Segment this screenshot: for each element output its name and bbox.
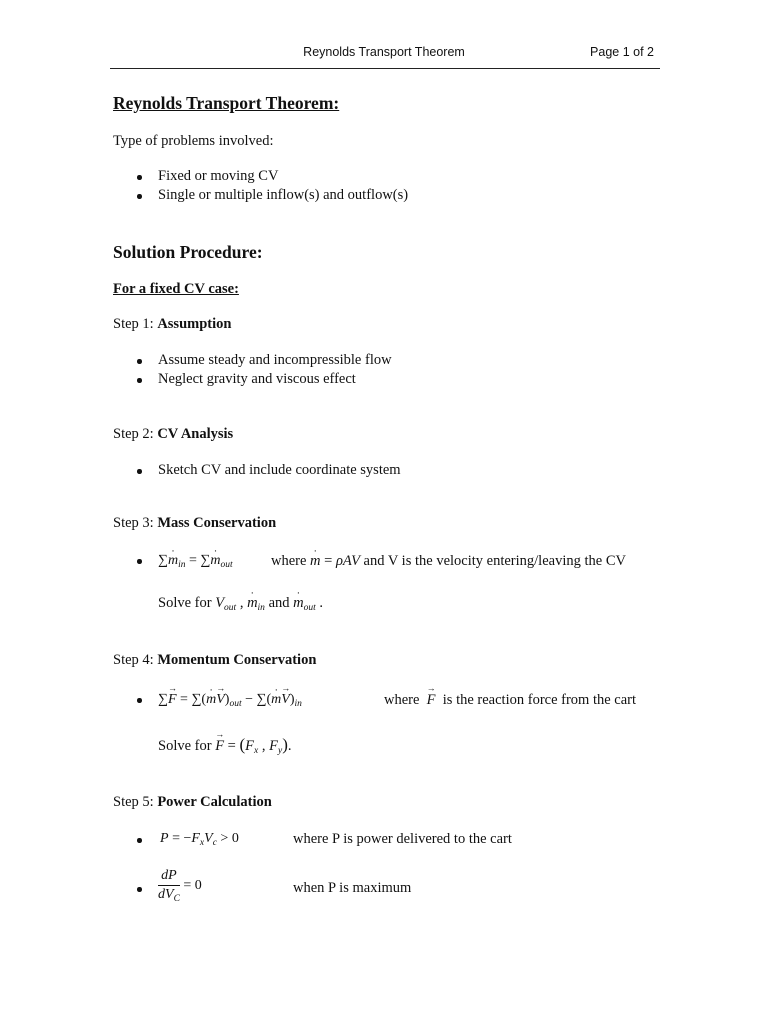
step-4-name: Momentum Conservation <box>157 652 317 668</box>
mass-flow-definition: where ˙ m = ρAV and V is the velocity entering/leaving the CV <box>271 553 626 570</box>
mass-solve-prefix: Solve for <box>158 595 212 611</box>
step-4-heading <box>113 652 316 669</box>
momentum-where-text: is the reaction force from the cart <box>442 692 637 708</box>
page-number: Page 1 of 2 <box>590 45 654 59</box>
step-1-prefix: Step 1: <box>113 316 158 332</box>
step-2-heading <box>113 426 233 443</box>
step-3-name: Mass Conservation <box>157 515 277 531</box>
step-5-prefix: Step 5: <box>113 794 158 810</box>
step-4-prefix: Step 4: <box>113 652 158 668</box>
bullet-icon <box>137 698 142 703</box>
dP-dVc-fraction: $\frac{dP}{dV_C}$ <box>158 868 180 904</box>
max-power-equation: $\frac{dP}{dV_C}$ = 0 <box>158 868 202 904</box>
reaction-force-definition: where → F is the reaction force from the cart <box>384 692 636 709</box>
header-title: Reynolds Transport Theorem <box>303 45 465 59</box>
section-heading-rtt: Reynolds Transport Theorem: <box>113 93 340 113</box>
mass-where-word: where <box>271 553 307 569</box>
step-3-prefix: Step 3: <box>113 515 158 531</box>
mass-conservation-equation: ∑˙ $m_{in}$ = ∑˙ $m_{out}$ <box>158 553 233 570</box>
momentum-solve-prefix: Solve for <box>158 738 212 754</box>
mass-solve-and: and <box>268 595 290 611</box>
step-5-heading <box>113 794 272 811</box>
header-divider <box>110 68 660 69</box>
section-heading-solution: Solution Procedure: <box>113 242 263 262</box>
bullet-icon <box>137 194 142 199</box>
step-5-name: Power Calculation <box>157 794 272 810</box>
subheading-fixed-cv: For a fixed CV case: <box>113 281 239 297</box>
bullet-icon <box>137 175 142 180</box>
bullet-icon <box>137 559 142 564</box>
bullet-icon <box>137 887 142 892</box>
running-header <box>110 45 658 65</box>
step-2-name: CV Analysis <box>157 426 234 442</box>
momentum-conservation-equation: ∑→ F = ∑(˙ $m\to V)_{out}$ − ∑(˙ $m\to V)_{in}$ <box>158 692 302 709</box>
power-where-text: where P is power delivered to the cart <box>293 831 512 847</box>
bullet-icon <box>137 469 142 474</box>
momentum-solve-line: Solve for → $F = (F_x$ , $F_y$). <box>158 735 291 756</box>
step-1-heading <box>113 316 231 333</box>
max-power-where-text: when P is maximum <box>293 880 412 896</box>
problems-intro: Type of problems involved: <box>113 133 274 149</box>
problem-item: Fixed or moving CV <box>158 168 279 184</box>
bullet-icon <box>137 378 142 383</box>
mass-solve-line: Solve for $V_{out}$ , ˙ $m_{in}$ and ˙ $m_{out}$ . <box>158 595 323 613</box>
step-1-item: Neglect gravity and viscous effect <box>158 371 356 387</box>
mass-where-text: and V is the velocity entering/leaving the CV <box>363 553 626 569</box>
mdot-symbol: ˙ m <box>310 553 320 570</box>
step-1-item: Assume steady and incompressible flow <box>158 352 392 368</box>
bullet-icon <box>137 359 142 364</box>
momentum-where-word: where <box>384 692 420 708</box>
step-3-heading <box>113 515 276 532</box>
step-2-item: Sketch CV and include coordinate system <box>158 462 401 478</box>
power-equation: $P = -F_xV_c > 0$ <box>160 831 239 848</box>
bullet-icon <box>137 838 142 843</box>
step-1-name: Assumption <box>157 316 232 332</box>
problem-item: Single or multiple inflow(s) and outflow(s) <box>158 187 409 203</box>
step-2-prefix: Step 2: <box>113 426 158 442</box>
